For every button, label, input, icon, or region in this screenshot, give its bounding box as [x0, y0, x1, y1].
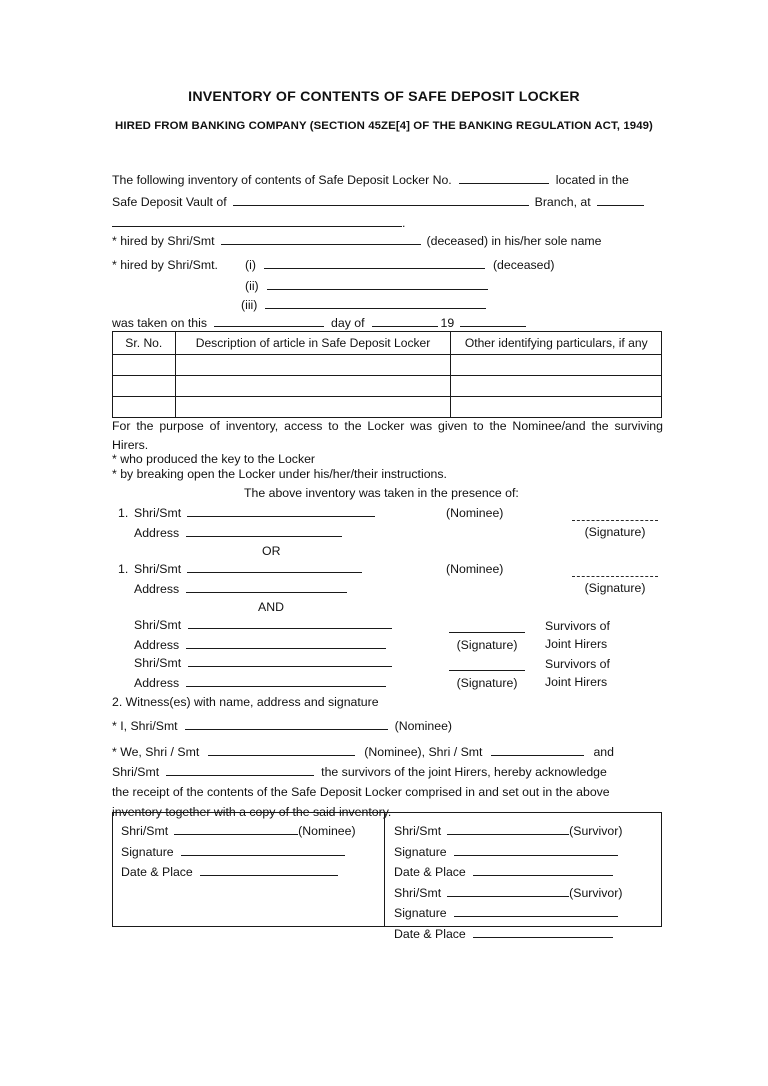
- survivor-1-role-line1: Survivors of: [545, 619, 610, 633]
- bottom-nominee-name-label: Shri/Smt: [121, 824, 169, 838]
- nominee-2-signature-field[interactable]: [572, 566, 658, 577]
- intro-line3-period: .: [402, 216, 406, 230]
- witness-i-row: [112, 718, 452, 735]
- bottom-box-nominee: [113, 813, 385, 926]
- survivor-1-role: [545, 617, 610, 653]
- taken-on-year-field[interactable]: [460, 315, 526, 327]
- hired-joint-marker-i: (i): [245, 258, 256, 272]
- hired-sole-row: [112, 233, 602, 250]
- nominee-1-number: 1.: [118, 506, 129, 520]
- cell-particulars[interactable]: [451, 355, 662, 376]
- nominee-2-address-label: Address: [134, 582, 180, 596]
- table-row[interactable]: [113, 355, 662, 376]
- nominee-1-name-label: Shri/Smt: [134, 506, 182, 520]
- survivor-1-name-label: Shri/Smt: [134, 618, 182, 632]
- inventory-table: [112, 331, 662, 418]
- survivor-2-name-field[interactable]: [188, 655, 392, 667]
- intro-line1-text-a: The following inventory of contents of Safe Deposit Locker No.: [112, 173, 452, 187]
- page-title: INVENTORY OF CONTENTS OF SAFE DEPOSIT LOCKER: [188, 89, 580, 105]
- survivor-1-role-line2: Joint Hirers: [545, 637, 608, 651]
- taken-on-day-field[interactable]: [214, 315, 324, 327]
- bottom-survivor-1-role: (Survivor): [569, 824, 623, 838]
- hired-joint-field-ii[interactable]: [267, 278, 488, 290]
- nominee-2-name-label: Shri/Smt: [134, 562, 182, 576]
- nominee-block-1: [118, 505, 375, 542]
- nominee-2-name-field[interactable]: [187, 561, 362, 573]
- survivor-2-name-label: Shri/Smt: [134, 656, 182, 670]
- table-row[interactable]: [113, 397, 662, 418]
- and-separator: AND: [258, 600, 284, 614]
- survivor-1-name-field[interactable]: [188, 617, 392, 629]
- column-header-sr-no: Sr. No.: [113, 332, 176, 355]
- hired-joint-marker-ii: (ii): [245, 279, 259, 293]
- taken-on-label: was taken on this: [112, 316, 208, 330]
- bottom-survivor-1-signature-field[interactable]: [454, 844, 618, 856]
- taken-on-dayof-label: day of: [331, 316, 365, 330]
- hired-joint-row-iii: [241, 297, 486, 314]
- survivor-2-role-line2: Joint Hirers: [545, 675, 608, 689]
- table-header-row: [113, 332, 662, 355]
- cell-description[interactable]: [175, 397, 451, 418]
- access-paragraph: For the purpose of inventory, access to the Locker was given to the Nominee/and the surviving Hirers.: [112, 419, 663, 452]
- taken-on-month-field[interactable]: [372, 315, 438, 327]
- bottom-survivor-1-name-field[interactable]: [447, 823, 569, 835]
- or-separator: OR: [262, 544, 281, 558]
- bottom-nominee-dateplace-label: Date & Place: [121, 865, 193, 879]
- bottom-survivor-1-name-label: Shri/Smt: [394, 824, 442, 838]
- nominee-1-name-field[interactable]: [187, 505, 375, 517]
- hired-sole-name-field[interactable]: [221, 233, 421, 245]
- bottom-survivor-2-name-label: Shri/Smt: [394, 885, 442, 900]
- hired-sole-label: * hired by Shri/Smt: [112, 234, 215, 248]
- hired-joint-field-i[interactable]: [264, 257, 485, 269]
- cell-sr-no[interactable]: [113, 355, 176, 376]
- nominee-2-number: 1.: [118, 562, 129, 576]
- acknowledge-line2-a: Shri/Smt: [112, 765, 160, 779]
- bottom-survivor-2-signature-label: Signature: [394, 906, 447, 920]
- bottom-nominee-signature-label: Signature: [121, 844, 174, 859]
- nominee-1-signature-col: [572, 508, 658, 539]
- hired-joint-label: * hired by Shri/Smt.: [112, 258, 218, 272]
- vault-branch-field[interactable]: [233, 194, 529, 206]
- nominee-2-role: (Nominee): [446, 562, 504, 576]
- cell-particulars[interactable]: [451, 376, 662, 397]
- survivor-1-address-label: Address: [134, 638, 180, 652]
- access-star-2: * by breaking open the Locker under his/her/their instructions.: [112, 467, 447, 481]
- bottom-nominee-name-field[interactable]: [174, 823, 298, 835]
- cell-particulars[interactable]: [451, 397, 662, 418]
- cell-description[interactable]: [175, 376, 451, 397]
- nominee-2-signature-caption: (Signature): [584, 581, 646, 595]
- page-subtitle: HIRED FROM BANKING COMPANY (SECTION 45ZE[4] OF THE BANKING REGULATION ACT, 1949): [115, 120, 653, 132]
- hired-joint-marker-iii: (iii): [241, 298, 258, 312]
- acknowledge-line1-b: (Nominee), Shri / Smt: [364, 745, 483, 759]
- nominee-2-signature-col: [572, 564, 658, 595]
- survivor-2-signature-field[interactable]: [449, 659, 525, 671]
- survivor-1-signature-caption: (Signature): [456, 638, 518, 652]
- acknowledge-line1-c: and: [593, 745, 614, 759]
- bottom-nominee-signature-field[interactable]: [181, 844, 345, 856]
- presence-heading: The above inventory was taken in the presence of:: [244, 486, 519, 500]
- acknowledge-line2-b: the survivors of the joint Hirers, hereby acknowledge: [321, 765, 607, 779]
- vault-address-field[interactable]: [112, 215, 402, 227]
- survivor-2-role-line1: Survivors of: [545, 657, 610, 671]
- bottom-survivor-2-role: (Survivor): [569, 885, 623, 900]
- acknowledge-line4: inventory together with a copy of the said inventory.: [112, 805, 392, 819]
- table-row[interactable]: [113, 376, 662, 397]
- acknowledge-survivor1-field[interactable]: [491, 744, 584, 756]
- bottom-survivor-2-dateplace-field[interactable]: [473, 926, 613, 938]
- witness-heading: 2. Witness(es) with name, address and signature: [112, 695, 379, 709]
- taken-on-row: [112, 315, 526, 332]
- intro-line2-text-b: Branch, at: [534, 194, 591, 209]
- intro-line1-text-b: located in the: [555, 173, 629, 187]
- hired-joint-row-i: [245, 257, 554, 274]
- nominee-1-address-field[interactable]: [186, 525, 342, 537]
- access-star-1: * who produced the key to the Locker: [112, 452, 316, 466]
- bottom-survivor-1-signature-label: Signature: [394, 844, 447, 859]
- bottom-survivor-1-dateplace-field[interactable]: [473, 864, 613, 876]
- survivor-block-1: [134, 617, 392, 654]
- cell-description[interactable]: [175, 355, 451, 376]
- acknowledge-block: [112, 743, 663, 822]
- nominee-1-address-label: Address: [134, 526, 180, 540]
- intro-paragraph: [112, 171, 662, 234]
- cell-sr-no[interactable]: [113, 376, 176, 397]
- acknowledge-survivor2-field[interactable]: [166, 764, 314, 776]
- survivor-1-signature-col: [449, 620, 525, 652]
- nominee-2-address-field[interactable]: [186, 581, 347, 593]
- hired-sole-suffix: (deceased) in his/her sole name: [426, 234, 602, 248]
- bottom-box-survivors: [385, 813, 661, 941]
- bottom-survivor-2-name-field[interactable]: [447, 885, 569, 897]
- survivor-1-signature-field[interactable]: [449, 621, 525, 633]
- nominee-block-2: [118, 561, 362, 598]
- survivor-2-address-field[interactable]: [186, 675, 386, 687]
- witness-i-role: (Nominee): [394, 719, 453, 733]
- hired-joint-row-ii: [245, 278, 488, 295]
- acknowledge-line3: the receipt of the contents of the Safe Deposit Locker comprised in and set out in the above: [112, 785, 610, 799]
- bottom-nominee-dateplace-field[interactable]: [200, 864, 338, 876]
- cell-sr-no[interactable]: [113, 397, 176, 418]
- survivor-2-role: [545, 655, 610, 691]
- hired-joint-field-iii[interactable]: [265, 297, 486, 309]
- nominee-1-signature-caption: (Signature): [584, 525, 646, 539]
- intro-line2-text-a: Safe Deposit Vault of: [112, 194, 227, 209]
- hired-joint-deceased: (deceased): [492, 258, 555, 272]
- nominee-1-signature-field[interactable]: [572, 510, 658, 521]
- bottom-nominee-role: (Nominee): [298, 824, 356, 838]
- survivor-1-address-field[interactable]: [186, 637, 386, 649]
- acknowledge-line1-a: * We, Shri / Smt: [112, 745, 200, 759]
- taken-on-century: 19: [440, 316, 455, 330]
- bottom-survivor-2-signature-field[interactable]: [454, 905, 618, 917]
- survivor-2-signature-caption: (Signature): [456, 676, 518, 690]
- acknowledge-nominee-field[interactable]: [208, 744, 355, 756]
- witness-i-label: * I, Shri/Smt: [112, 719, 178, 733]
- locker-no-field[interactable]: [459, 172, 549, 184]
- bottom-survivor-1-dateplace-label: Date & Place: [394, 865, 466, 879]
- bottom-signature-boxes: [112, 812, 662, 941]
- survivor-2-address-label: Address: [134, 676, 180, 690]
- survivor-block-2: [134, 655, 392, 692]
- column-header-particulars: Other identifying particulars, if any: [451, 332, 662, 355]
- nominee-1-role: (Nominee): [446, 506, 504, 520]
- column-header-description: Description of article in Safe Deposit Locker: [175, 332, 451, 355]
- witness-i-name-field[interactable]: [185, 718, 388, 730]
- bottom-survivor-2-dateplace-label: Date & Place: [394, 926, 466, 941]
- vault-at-field[interactable]: [597, 194, 644, 206]
- survivor-2-signature-col: [449, 658, 525, 690]
